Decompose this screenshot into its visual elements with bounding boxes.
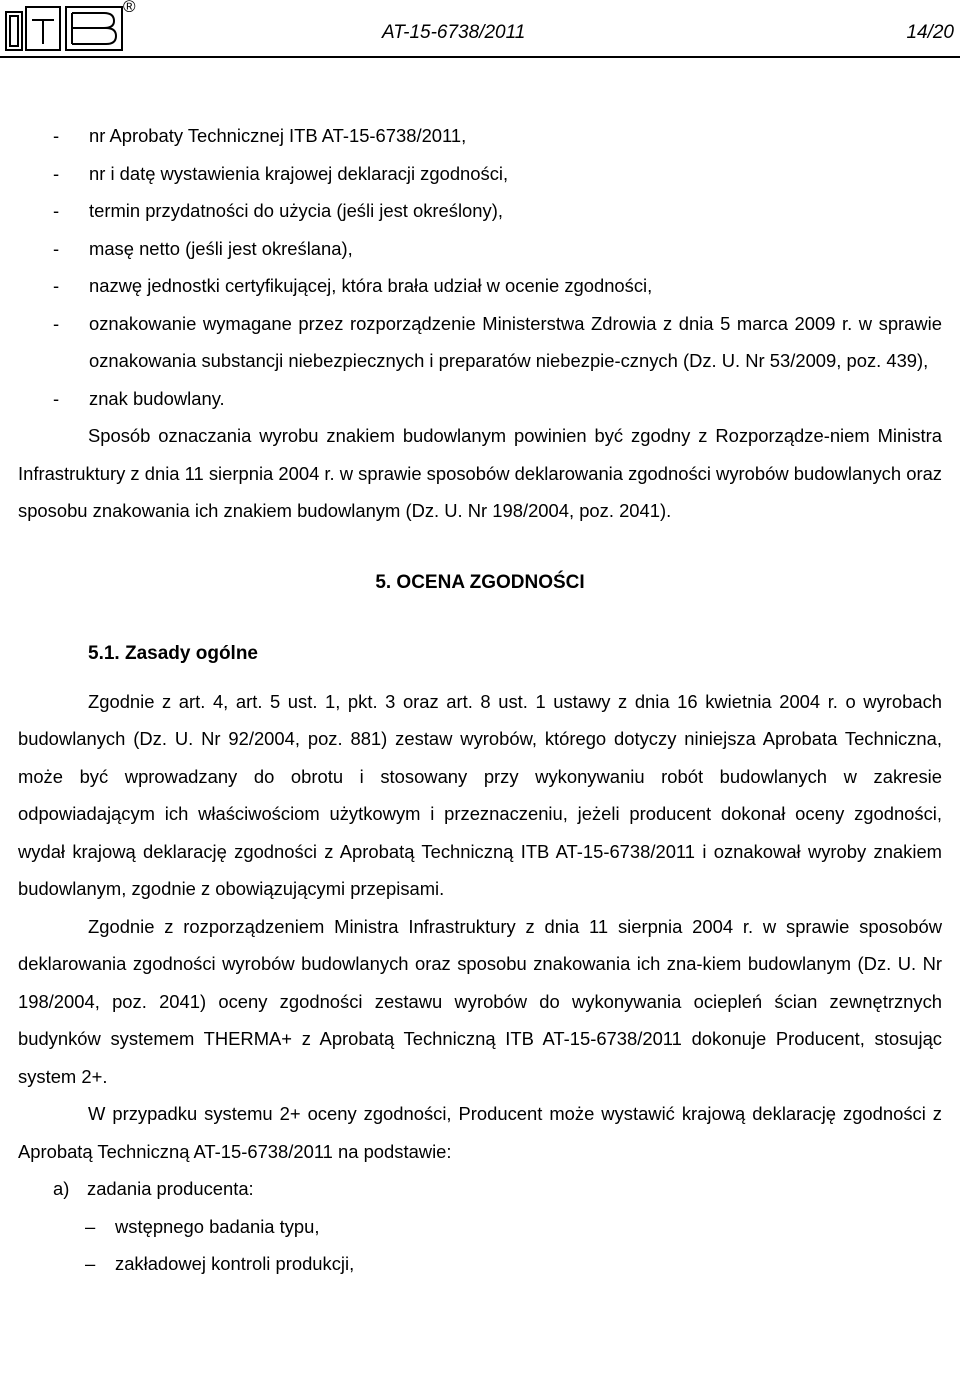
list-item-text: oznakowanie wymagane przez rozporządzenie Ministerstwa Zdrowia z dnia 5 marca 2009 r. w sprawie oznakowania substancji niebezpiecznych i preparatów niebezpie-cznych (Dz. U. Nr 53/2009, poz. 439),	[89, 312, 942, 371]
paragraph-marking: Sposób oznaczania wyrobu znakiem budowlanym powinien być zgodny z Rozporządze-niem Ministra Infrastruktury z dnia 11 sierpnia 2004 r. w sprawie sposobów deklarowania zgodności wyrobów budowlanych oraz sposobu znakowania ich znakiem budowlanym (Dz. U. Nr 198/2004, poz. 2041).	[18, 425, 942, 521]
list-item-text: termin przydatności do użycia (jeśli jest określony),	[89, 200, 503, 221]
list-dash: -	[53, 162, 60, 184]
list-item-text: nr i datę wystawienia krajowej deklaracji zgodności,	[89, 162, 509, 184]
list-item	[18, 305, 942, 380]
paragraph-regulation: Zgodnie z rozporządzeniem Ministra Infrastruktury z dnia 11 sierpnia 2004 r. w sprawie sposobów deklarowania zgodności wyrobów budowlanych oraz sposobu znakowania ich zna-kiem budowlanym (Dz. U. Nr 198/2004, poz. 2041) oceny zgodności zestawu wyrobów do wykonywania ociepleń ścian zewnętrznych budynków systemem THERMA+ z Aprobatą Techniczną ITB AT-15-6738/2011 dokonuje Producent, stosując system 2+.	[18, 915, 942, 1087]
list-dash: -	[53, 312, 60, 334]
list-dash: -	[53, 200, 60, 221]
list-item-text: nr Aprobaty Technicznej ITB AT-15-6738/2011,	[89, 125, 467, 146]
paragraph-law: Zgodnie z art. 4, art. 5 ust. 1, pkt. 3 oraz art. 8 ust. 1 ustawy z dnia 16 kwietnia 2004 r. o wyrobach budowlanych (Dz. U. Nr 92/2004, poz. 881) zestaw wyrobów, którego dotyczy niniejsza Aprobata Techniczna, może być wprowadzany do obrotu i stosowany przy wykonywaniu robót budowlanych w zakresie odpowiadającym ich właściwościom użytkowym i przeznaczeniu, jeżeli producent dokonał oceny zgodności, wydał krajową deklarację zgodności z Aprobatą Techniczną ITB AT-15-6738/2011 i oznakował wyroby znakiem budowlanym, zgodnie z obowiązującymi przepisami.	[18, 690, 942, 899]
list-dash: –	[85, 1253, 96, 1274]
section-title: 5. OCENA ZGODNOŚCI	[375, 571, 585, 593]
header-rule	[0, 56, 960, 58]
subsection-title: 5.1. Zasady ogólne	[88, 643, 258, 664]
sublist-item-text: wstępnego badania typu,	[115, 1215, 320, 1237]
paragraph-system: W przypadku systemu 2+ oceny zgodności, Producent może wystawić krajową deklarację zgodności z Aprobatą Techniczną AT-15-6738/2011 na podstawie:	[18, 1103, 942, 1162]
list-item	[18, 192, 942, 230]
list-dash: -	[53, 237, 60, 259]
sublist-item-text: zakładowej kontroli produkcji,	[115, 1253, 355, 1274]
itb-logo-icon	[4, 4, 126, 52]
list-item	[18, 155, 942, 193]
list-dash: -	[53, 387, 60, 409]
list-marker: a)	[53, 1178, 70, 1199]
list-dash: –	[85, 1215, 96, 1237]
page-header	[0, 0, 960, 62]
sublist-item	[18, 1245, 942, 1283]
list-item	[18, 380, 942, 418]
list-dash: -	[53, 275, 60, 296]
list-item-text: masę netto (jeśli jest określana),	[89, 237, 353, 259]
sublist-item	[18, 1208, 942, 1246]
list-item-text: zadania producenta:	[87, 1178, 254, 1199]
registered-mark: ®	[123, 0, 136, 16]
list-item-text: nazwę jednostki certyfikującej, która brała udział w ocenie zgodności,	[89, 275, 653, 296]
list-item	[18, 230, 942, 268]
document-code: AT-15-6738/2011	[382, 22, 526, 43]
list-item	[18, 117, 942, 155]
document-body	[18, 117, 942, 1283]
list-item	[18, 267, 942, 305]
list-item-text: znak budowlany.	[89, 387, 225, 409]
list-item-a	[18, 1170, 942, 1208]
page-number: 14/20	[906, 22, 954, 43]
list-dash: -	[53, 125, 60, 146]
